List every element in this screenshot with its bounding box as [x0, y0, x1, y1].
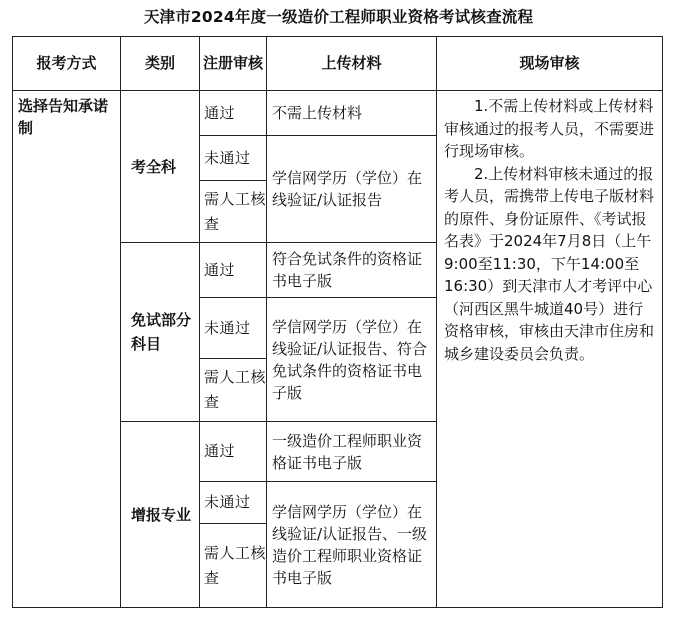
review-process-table: [12, 36, 663, 608]
result-cell: 通过: [200, 422, 267, 482]
result-cell: 需人工核查: [200, 359, 267, 422]
material-cell: 学信网学历（学位）在线验证/认证报告、一级造价工程师职业资格证书电子版: [267, 482, 437, 608]
material-cell: 学信网学历（学位）在线验证/认证报告: [267, 136, 437, 243]
result-cell: 未通过: [200, 482, 267, 524]
result-cell: 未通过: [200, 136, 267, 181]
header-register-check: 注册审核: [200, 37, 267, 91]
onsite-paragraph-2: 2.上传材料审核未通过的报考人员，需携带上传电子版材料的原件、身份证原件、《考试报名表》于2024年7月8日（上午9:00至11:30，下午14:00至16:30）到天津市人才考评中心（河西区黑牛城道40号）进行资格审核，审核由天津市住房和城乡建设委员会负责。: [444, 164, 655, 363]
material-cell: 不需上传材料: [267, 91, 437, 136]
result-cell: 需人工核查: [200, 181, 267, 243]
result-cell: 未通过: [200, 298, 267, 359]
onsite-cell: [437, 91, 663, 608]
header-upload: 上传材料: [267, 37, 437, 91]
header-category: 类别: [121, 37, 200, 91]
material-cell: 一级造价工程师职业资格证书电子版: [267, 422, 437, 482]
result-cell: 通过: [200, 243, 267, 298]
page-title: 天津市2024年度一级造价工程师职业资格考试核查流程: [143, 8, 534, 26]
header-onsite: 现场审核: [437, 37, 663, 91]
table-header-row: [13, 37, 663, 91]
material-cell: 学信网学历（学位）在线验证/认证报告、符合免试条件的资格证书电子版: [267, 298, 437, 422]
onsite-paragraph-1: 1.不需上传材料或上传材料审核通过的报考人员，不需要进行现场审核。: [444, 97, 655, 160]
table-row: [13, 91, 663, 136]
category-cell: 考全科: [121, 91, 200, 243]
result-cell: 需人工核查: [200, 524, 267, 608]
method-cell: 选择告知承诺制: [13, 91, 121, 608]
header-method: 报考方式: [13, 37, 121, 91]
category-cell: 免试部分科目: [121, 243, 200, 422]
material-cell: 符合免试条件的资格证书电子版: [267, 243, 437, 298]
category-cell: 增报专业: [121, 422, 200, 608]
result-cell: 通过: [200, 91, 267, 136]
